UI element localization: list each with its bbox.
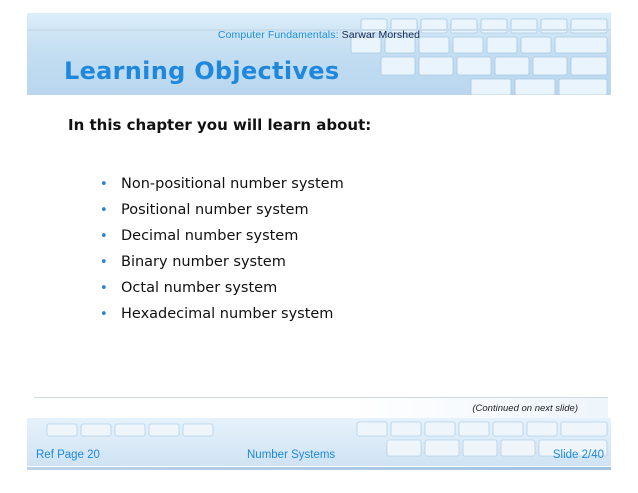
list-item-label: Decimal number system	[121, 228, 299, 244]
page-title: Learning Objectives	[64, 57, 340, 85]
chapter-label: Number Systems	[247, 449, 336, 461]
intro-text: In this chapter you will learn about:	[68, 116, 372, 134]
source-label	[0, 29, 638, 41]
list-item-label: Binary number system	[121, 254, 286, 270]
keyboard-decoration-header	[321, 13, 611, 97]
continued-note: (Continued on next slide)	[472, 403, 578, 414]
list-item	[100, 275, 344, 301]
bullet-icon: •	[100, 254, 108, 270]
list-item	[100, 301, 344, 327]
slide-number: Slide 2/40	[552, 449, 604, 461]
list-item	[100, 171, 344, 197]
bullet-icon: •	[100, 306, 108, 322]
continuation-strip	[34, 397, 608, 419]
footer-divider	[27, 467, 611, 470]
list-item	[100, 249, 344, 275]
bullet-icon: •	[100, 202, 108, 218]
list-item-label: Hexadecimal number system	[121, 306, 334, 322]
ref-page-label: Ref Page 20	[36, 449, 100, 461]
bullet-icon: •	[100, 280, 108, 296]
list-item	[100, 223, 344, 249]
bullet-icon: •	[100, 228, 108, 244]
source-course: Computer Fundamentals:	[217, 29, 339, 41]
list-item	[100, 197, 344, 223]
list-item-label: Octal number system	[121, 280, 278, 296]
objectives-list	[100, 171, 344, 327]
title-underline	[27, 95, 611, 97]
bullet-icon: •	[100, 176, 108, 192]
list-item-label: Positional number system	[121, 202, 309, 218]
list-item-label: Non-positional number system	[121, 176, 344, 192]
source-author: Sarwar Morshed	[341, 29, 421, 41]
